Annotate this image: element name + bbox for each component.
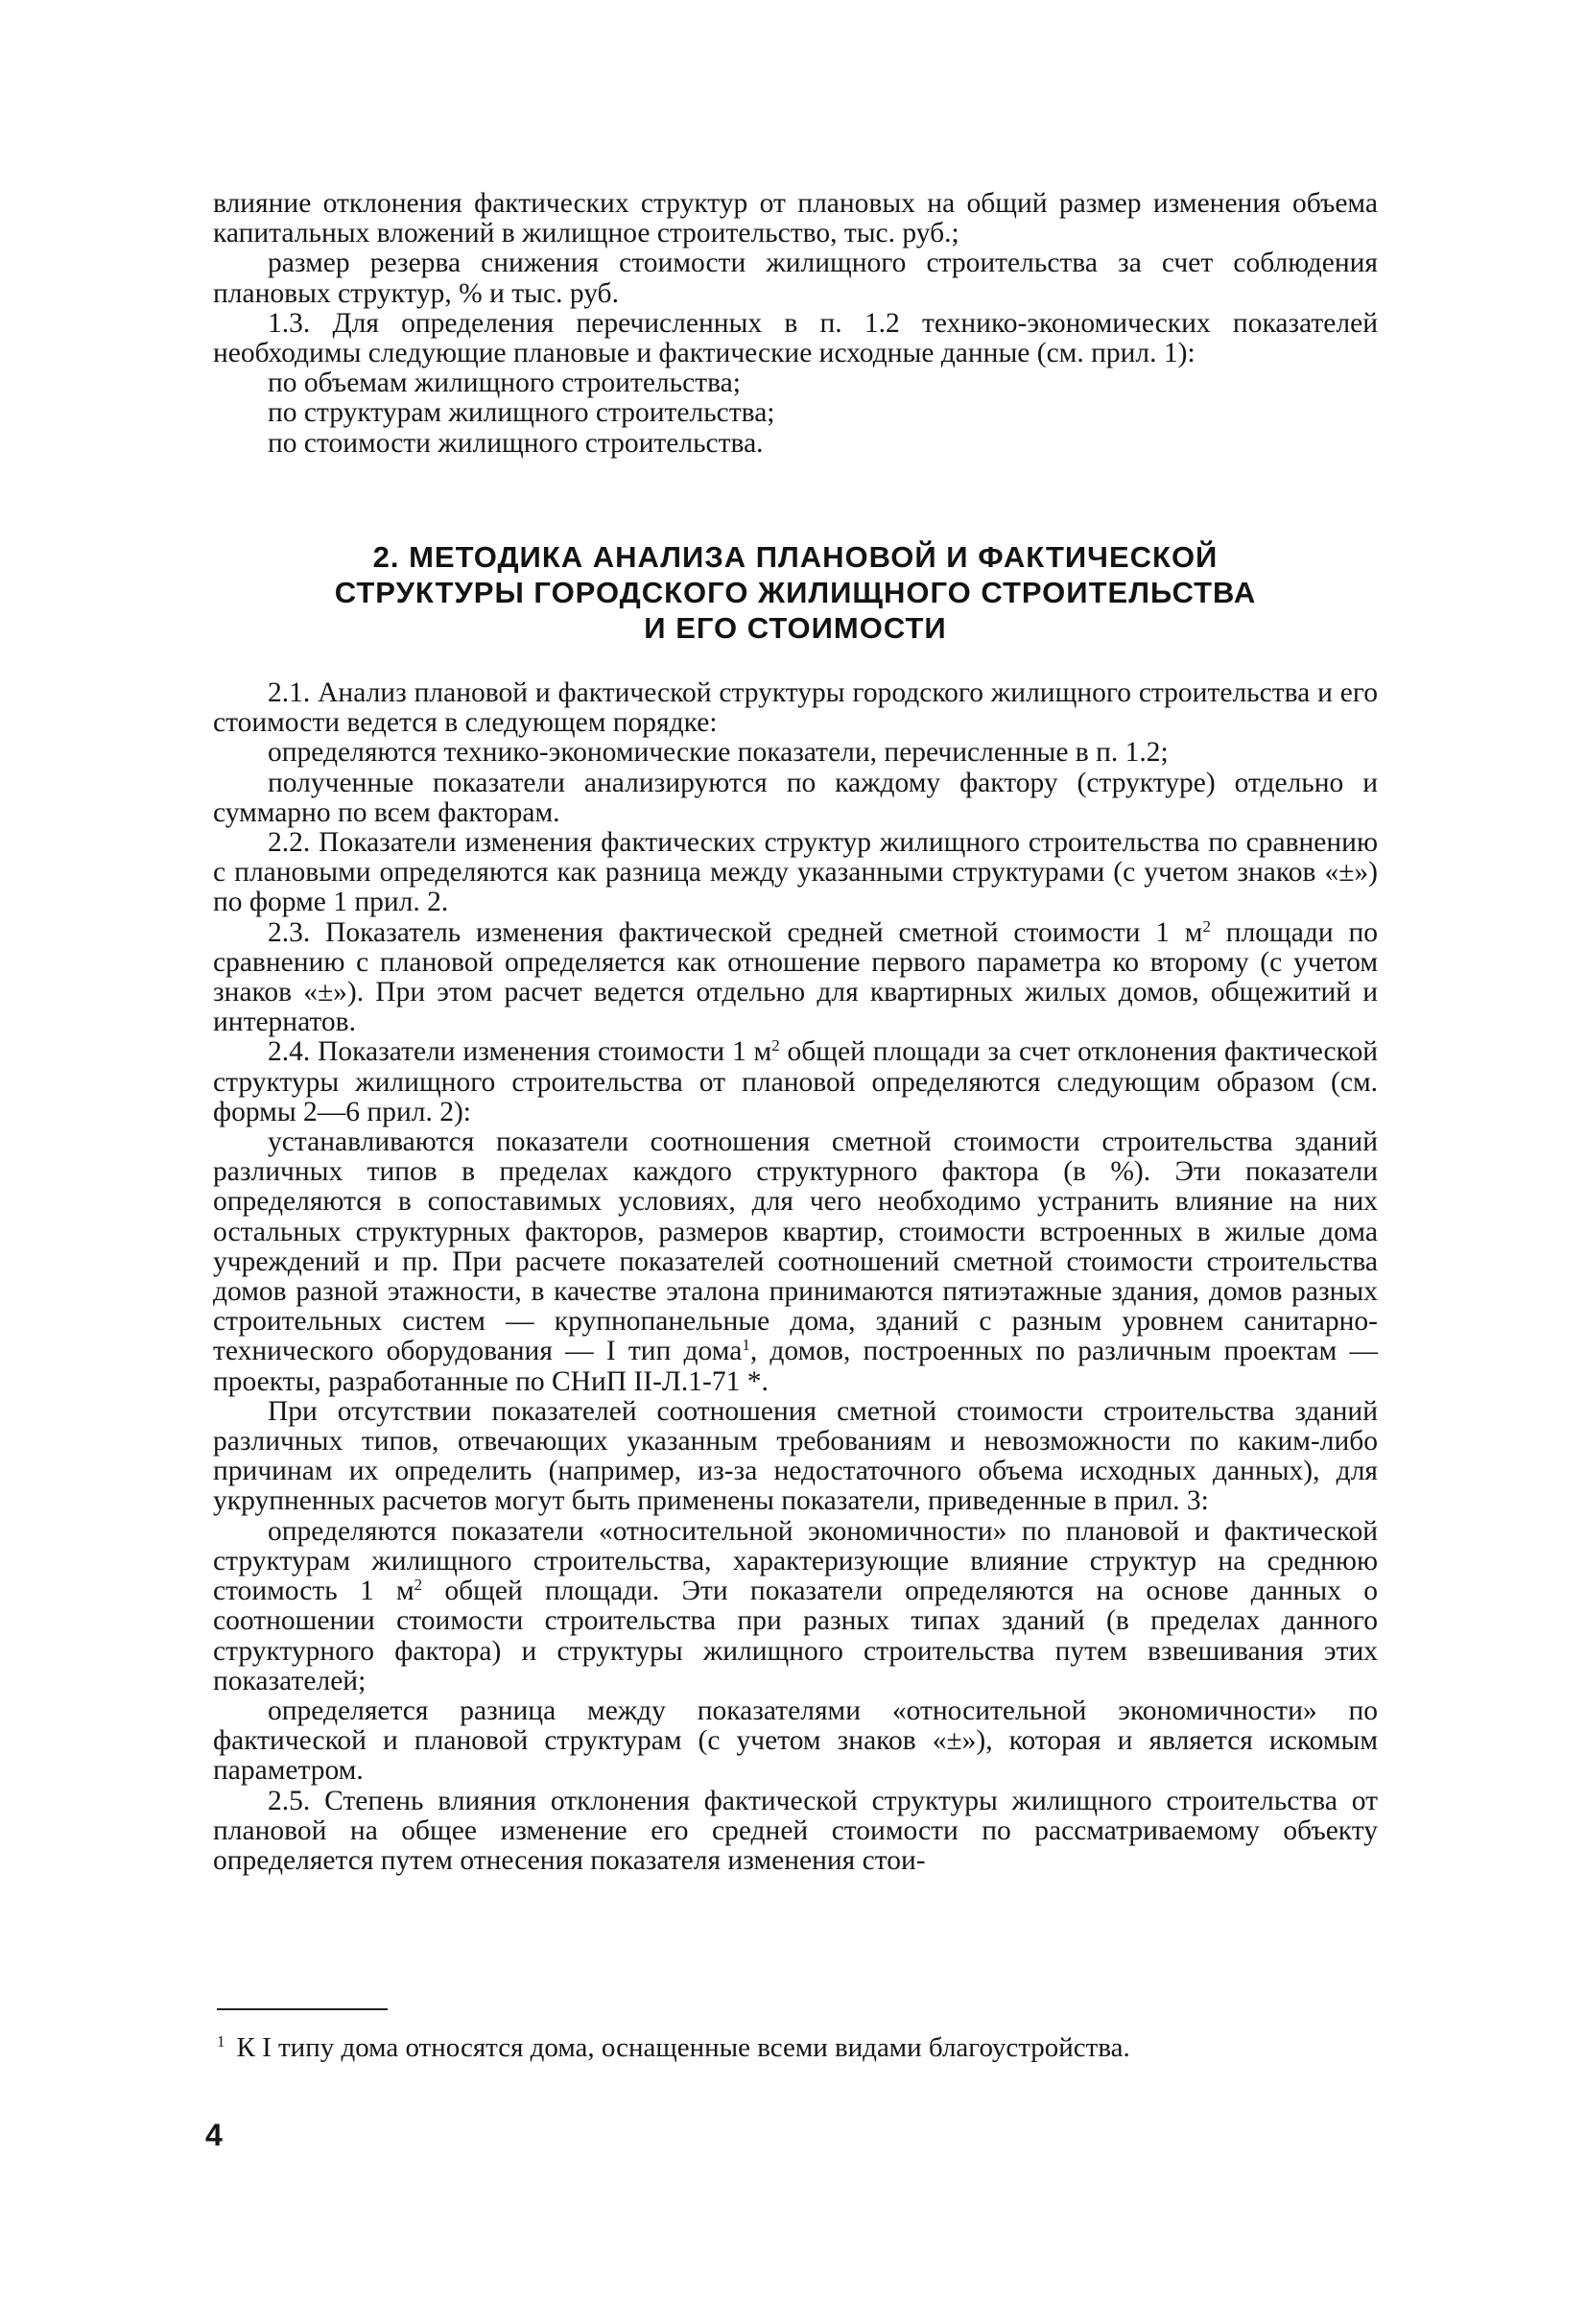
paragraph-2-4-f: определяется разница между показателями «относительной экономичности» по фактической и плановой структурам (с учетом знаков «±»), которая и является искомым параметром. bbox=[213, 1695, 1378, 1787]
heading-line-1: 2. МЕТОДИКА АНАЛИЗА ПЛАНОВОЙ И ФАКТИЧЕСКОЙ bbox=[372, 540, 1219, 574]
footnote-divider bbox=[217, 2008, 388, 2010]
intro-paragraph-2: размер резерва снижения стоимости жилищного строительства за счет соблюдения плановых структур, % и тыс. руб. bbox=[213, 248, 1378, 309]
paragraph-2-4-c: устанавливаются показатели соотношения сметной стоимости строительства зданий различных типов в пределах каждого структурного фактора (в %). Эти показатели определяются в сопоставимых условиях, для чего необходимо устранить влияние на них остальных структурных факторов, размеров квартир, стоимости встроенных в жилые дома учреждений и пр. При расчете показателей соотношений сметной стоимости строительства домов разной этажности, в качестве эталона принимаются пятиэтажные здания, домов разных строительных систем — крупнопанельные дома, зданий с разным уровнем санитарно-технического оборудования — I тип дома$^1$, домов, построенных по различным проектам — проекты, разработанные по СНиП II-Л.1-71 *. bbox=[213, 1126, 1378, 1397]
paragraph-2-5: 2.5. Степень влияния отклонения фактической структуры жилищного строительства от плановой на общее изменение его средней стоимости по рассматриваемому объекту определяется путем отнесения показателя изменения стои- bbox=[213, 1785, 1378, 1876]
footnote-reference: 1 bbox=[742, 1336, 750, 1355]
paragraph-1-3: 1.3. Для определения перечисленных в п. 1.2 технико-экономических показателей необходимы следующие плановые и фактические исходные данные (см. прил. 1): bbox=[213, 307, 1378, 369]
list-item: по структурам жилищного строительства; bbox=[268, 397, 775, 429]
section-heading bbox=[213, 539, 1378, 646]
paragraph-2-1-b: полученные показатели анализируются по каждому фактору (структуре) отдельно и суммарно по всем факторам. bbox=[213, 767, 1378, 828]
section-2-body bbox=[213, 678, 1378, 1876]
paragraph-2-1-a: определяются технико-экономические показатели, перечисленные в п. 1.2; bbox=[268, 737, 1169, 769]
paragraph-2-1: 2.1. Анализ плановой и фактической структуры городского жилищного строительства и его стоимости ведется в следующем порядке: bbox=[213, 677, 1378, 739]
list-item: по объемам жилищного строительства; bbox=[268, 368, 741, 399]
footnote bbox=[217, 2027, 1378, 2063]
intro-paragraph-1: влияние отклонения фактических структур от плановых на общий размер изменения объема капитальных вложений в жилищное строительство, тыс. руб.; bbox=[213, 188, 1378, 249]
paragraph-2-4-d: При отсутствии показателей соотношения сметной стоимости строительства зданий различных типов, отвечающих указанным требованиям и невозможности по каким-либо причинам их определить (например, из-за недостаточного объема исходных данных), для укрупненных расчетов могут быть применены показатели, приведенные в прил. 3: bbox=[213, 1395, 1378, 1517]
list-item: по стоимости жилищного строительства. bbox=[268, 427, 764, 459]
page-number: 4 bbox=[205, 2118, 223, 2152]
heading-line-3: И ЕГО СТОИМОСТИ bbox=[644, 611, 947, 645]
heading-line-2: СТРУКТУРЫ ГОРОДСКОГО ЖИЛИЩНОГО СТРОИТЕЛЬСТВА bbox=[334, 576, 1257, 609]
paragraph-2-4: 2.4. Показатели изменения стоимости 1 $м^2$ общей площади за счет отклонения фактической структуры жилищного строительства от плановой определяются следующим образом (см. формы 2—6 прил. 2): bbox=[213, 1036, 1378, 1127]
paragraph-2-4-e: определяются показатели «относительной экономичности» по плановой и фактической структурам жилищного строительства, характеризующие влияние структур на среднюю стоимость 1 $м^2$ общей площади. Эти показатели определяются на основе данных о соотношении стоимости строительства при разных типах зданий (в пределах данного структурного фактора) и структуры жилищного строительства путем взвешивания этих показателей; bbox=[213, 1515, 1378, 1696]
paragraph-2-3: 2.3. Показатель изменения фактической средней сметной стоимости 1 $м^2$ площади по сравнению с плановой определяется как отношение первого параметра ко второму (с учетом знаков «±»). При этом расчет ведется отдельно для квартирных жилых домов, общежитий и интернатов. bbox=[213, 916, 1378, 1038]
footnote-text: К I типу дома относятся дома, оснащенные всеми видами благоустройства. bbox=[236, 2032, 1130, 2063]
footnote-mark: 1 bbox=[217, 2032, 225, 2051]
intro-block bbox=[213, 189, 1378, 459]
paragraph-2-2: 2.2. Показатели изменения фактических структур жилищного строительства по сравнению с плановыми определяются как разница между указанными структурами (с учетом знаков «±») по форме 1 прил. 2. bbox=[213, 827, 1378, 918]
